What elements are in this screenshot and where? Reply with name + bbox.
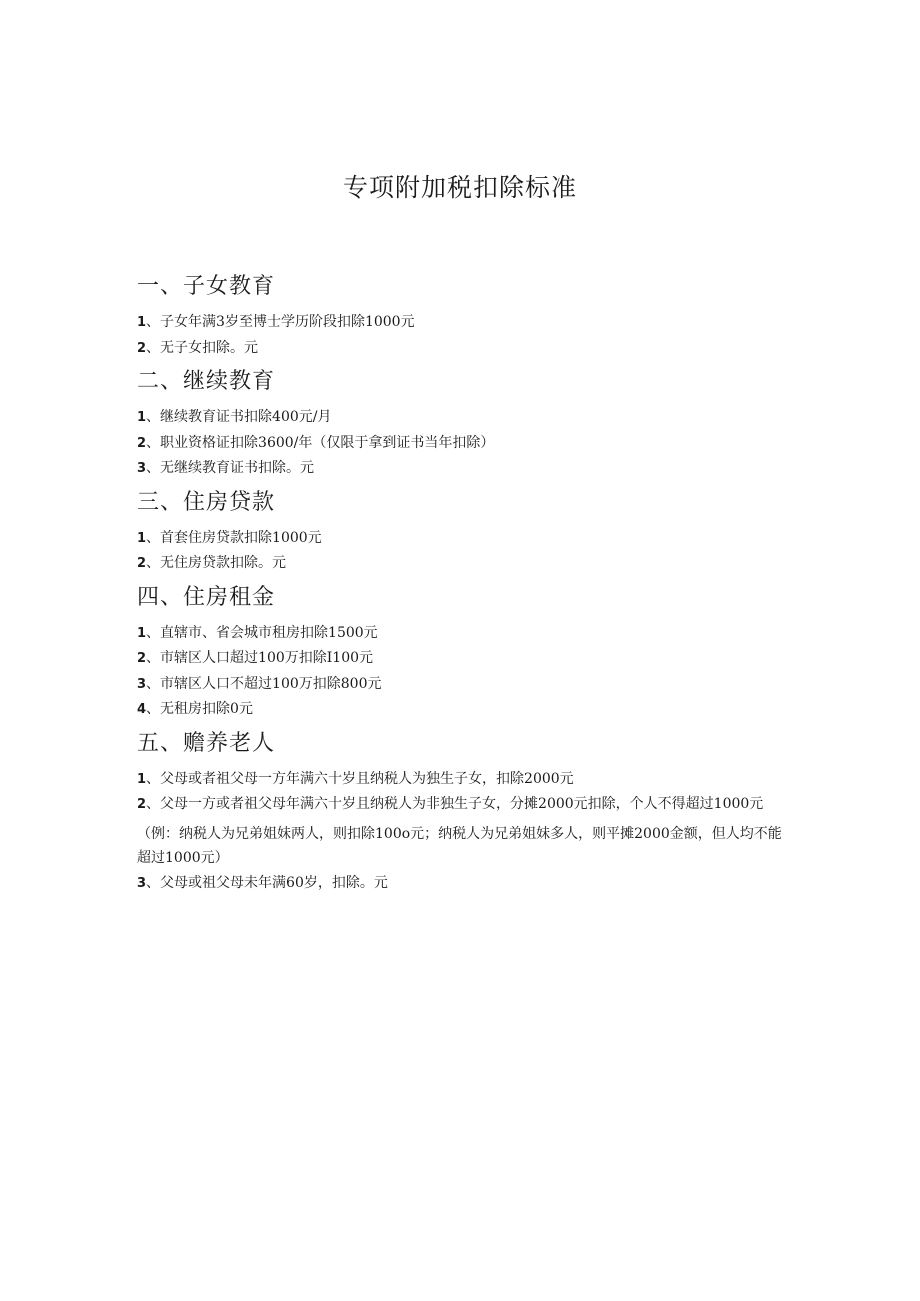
document-title: 专项附加税扣除标准	[342, 173, 577, 202]
list-item: 2、无子女扣除。元	[137, 339, 259, 356]
section-elderly-support	[137, 727, 787, 897]
section-heading: 一、子女教育	[137, 274, 276, 299]
list-item: 2、无住房贷款扣除。元	[137, 555, 287, 571]
item-list	[137, 526, 787, 577]
example-note: （例：纳税人为兄弟姐妹两人，则扣除100o元；纳税人为兄弟姐妹多人，则平摊2000金额，但人均不能超过1000元）	[137, 825, 782, 866]
document-body	[137, 270, 787, 900]
list-item: 1、父母或者祖父母一方年满六十岁且纳税人为独生子女，扣除2000元	[137, 770, 574, 787]
section-heading: 二、继续教育	[137, 369, 276, 394]
section-heading: 四、住房租金	[137, 584, 276, 610]
item-list	[137, 310, 787, 361]
list-item: 1、继续教育证书扣除400元/月	[137, 409, 332, 425]
section-heading: 五、赡养老人	[137, 730, 276, 756]
list-item: 3、父母或祖父母未年满60岁，扣除。元	[137, 874, 388, 891]
item-list	[137, 405, 787, 482]
list-item: 2、职业资格证扣除3600/年（仅限于拿到证书当年扣除）	[137, 434, 495, 451]
list-item: 2、父母一方或者祖父母年满六十岁且纳税人为非独生子女，分摊2000元扣除，个人不得超过1000元	[137, 796, 764, 812]
section-housing-loan	[137, 486, 787, 577]
list-item: 2、市辖区人口超过100万扣除I100元	[137, 650, 374, 666]
list-item: 3、市辖区人口不超过100万扣除800元	[137, 675, 382, 692]
section-child-education	[137, 270, 787, 361]
section-continuing-education	[137, 365, 787, 482]
list-item: 1、子女年满3岁至博士学历阶段扣除1000元	[137, 314, 415, 330]
item-list	[137, 871, 787, 897]
item-list	[137, 767, 787, 818]
section-heading: 三、住房贷款	[137, 489, 276, 515]
list-item: 1、直辖市、省会城市租房扣除1500元	[137, 624, 378, 641]
item-list	[137, 621, 787, 723]
list-item: 4、无租房扣除0元	[137, 701, 253, 717]
section-housing-rent	[137, 581, 787, 723]
list-item: 3、无继续教育证书扣除。元	[137, 460, 315, 476]
list-item: 1、首套住房贷款扣除1000元	[137, 529, 322, 546]
